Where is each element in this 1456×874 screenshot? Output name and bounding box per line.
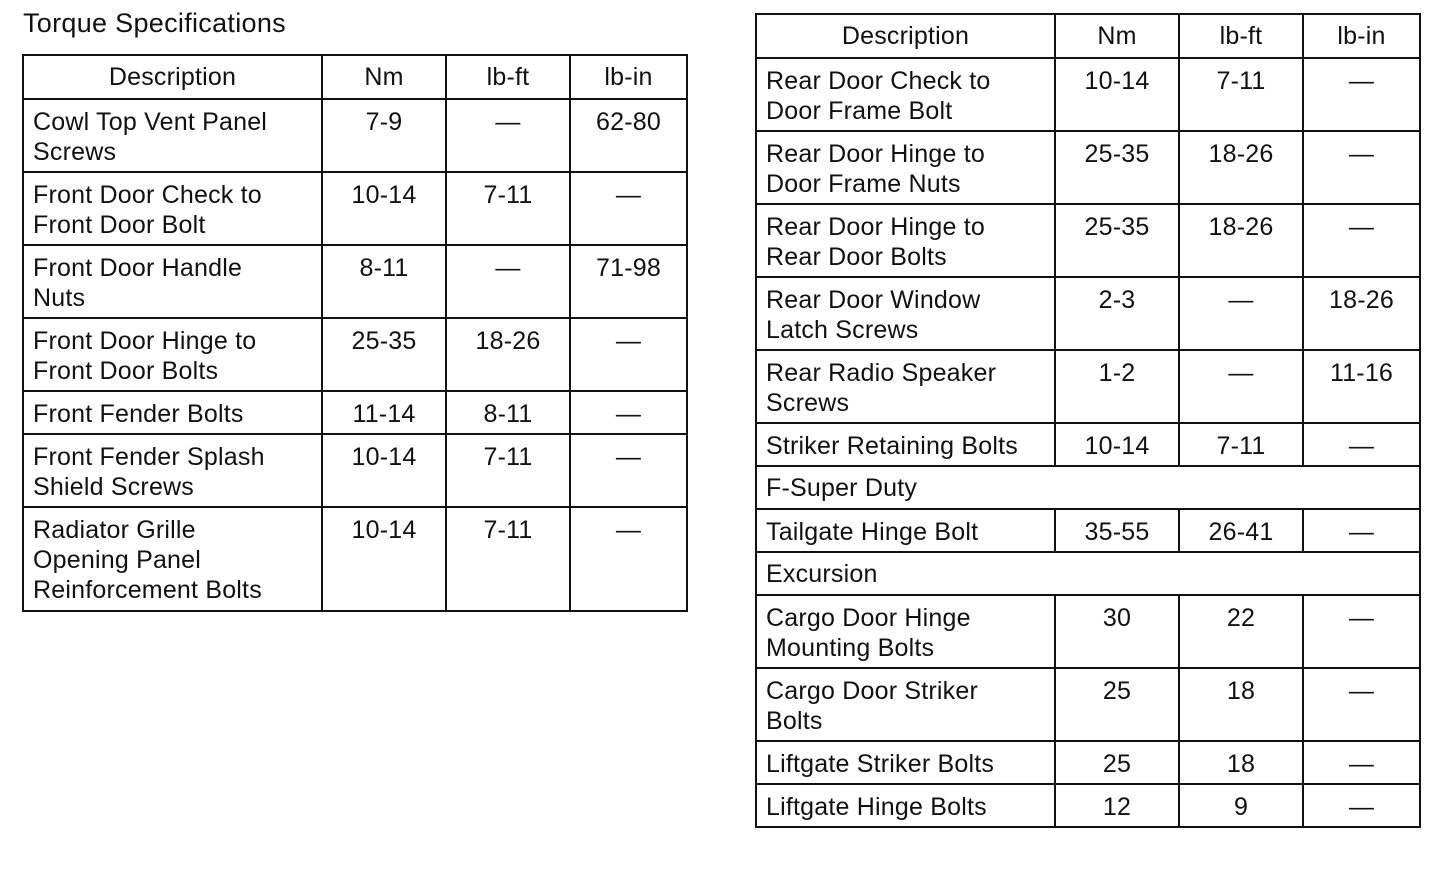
lbin-cell: 62-80 <box>570 99 687 172</box>
column-header-lbin: lb-in <box>570 55 687 99</box>
nm-cell: 2-3 <box>1055 277 1179 350</box>
lbft-cell: 18-26 <box>446 318 570 391</box>
lbft-cell: 7-11 <box>446 172 570 245</box>
nm-cell: 25 <box>1055 741 1179 784</box>
column-header-lbft: lb-ft <box>1179 14 1303 58</box>
description-cell: Liftgate Striker Bolts <box>756 741 1055 784</box>
table-row <box>756 668 1420 741</box>
nm-cell: 25-35 <box>1055 204 1179 277</box>
table-header-row <box>756 14 1420 58</box>
table-row <box>756 350 1420 423</box>
description-cell: Front Door Handle Nuts <box>23 245 322 318</box>
nm-cell: 8-11 <box>322 245 446 318</box>
table-row <box>756 509 1420 552</box>
lbft-cell: 7-11 <box>1179 423 1303 466</box>
column-header-nm: Nm <box>322 55 446 99</box>
nm-cell: 7-9 <box>322 99 446 172</box>
description-cell: Cargo Door Striker Bolts <box>756 668 1055 741</box>
lbft-cell: — <box>1179 350 1303 423</box>
description-cell: Rear Door Window Latch Screws <box>756 277 1055 350</box>
nm-cell: 30 <box>1055 595 1179 668</box>
nm-cell: 10-14 <box>322 434 446 507</box>
lbin-cell: 18-26 <box>1303 277 1420 350</box>
lbft-cell: 7-11 <box>446 507 570 611</box>
description-cell: Radiator Grille Opening Panel Reinforcement Bolts <box>23 507 322 611</box>
nm-cell: 12 <box>1055 784 1179 827</box>
lbft-cell: 18 <box>1179 741 1303 784</box>
lbft-cell: 7-11 <box>446 434 570 507</box>
nm-cell: 10-14 <box>322 507 446 611</box>
lbin-cell: — <box>1303 668 1420 741</box>
nm-cell: 25-35 <box>1055 131 1179 204</box>
lbin-cell: — <box>570 172 687 245</box>
table-row <box>23 172 687 245</box>
table-row <box>756 131 1420 204</box>
table-row <box>756 58 1420 131</box>
nm-cell: 10-14 <box>322 172 446 245</box>
table-header-row <box>23 55 687 99</box>
lbft-cell: 18 <box>1179 668 1303 741</box>
nm-cell: 10-14 <box>1055 58 1179 131</box>
table-row <box>756 595 1420 668</box>
column-header-lbft: lb-ft <box>446 55 570 99</box>
lbin-cell: 11-16 <box>1303 350 1420 423</box>
lbin-cell: — <box>570 318 687 391</box>
section-heading: Excursion <box>756 552 1420 595</box>
column-header-description: Description <box>756 14 1055 58</box>
lbin-cell: 71-98 <box>570 245 687 318</box>
table-row <box>23 391 687 434</box>
lbin-cell: — <box>1303 595 1420 668</box>
table-row <box>756 741 1420 784</box>
description-cell: Striker Retaining Bolts <box>756 423 1055 466</box>
description-cell: Rear Door Hinge to Door Frame Nuts <box>756 131 1055 204</box>
lbft-cell: 7-11 <box>1179 58 1303 131</box>
lbin-cell: — <box>570 507 687 611</box>
nm-cell: 25 <box>1055 668 1179 741</box>
description-cell: Front Fender Splash Shield Screws <box>23 434 322 507</box>
table-row <box>756 204 1420 277</box>
description-cell: Rear Door Hinge to Rear Door Bolts <box>756 204 1055 277</box>
description-cell: Front Fender Bolts <box>23 391 322 434</box>
nm-cell: 11-14 <box>322 391 446 434</box>
table-row <box>23 99 687 172</box>
lbin-cell: — <box>1303 784 1420 827</box>
description-cell: Rear Radio Speaker Screws <box>756 350 1055 423</box>
table-row <box>23 507 687 611</box>
description-cell: Liftgate Hinge Bolts <box>756 784 1055 827</box>
column-header-lbin: lb-in <box>1303 14 1420 58</box>
lbin-cell: — <box>1303 509 1420 552</box>
column-header-nm: Nm <box>1055 14 1179 58</box>
lbft-cell: 26-41 <box>1179 509 1303 552</box>
lbft-cell: — <box>446 245 570 318</box>
table-row <box>756 277 1420 350</box>
page-title: Torque Specifications <box>23 8 286 38</box>
section-heading: F-Super Duty <box>756 466 1420 509</box>
torque-table-left <box>22 54 688 612</box>
lbin-cell: — <box>1303 741 1420 784</box>
lbin-cell: — <box>1303 131 1420 204</box>
description-cell: Rear Door Check to Door Frame Bolt <box>756 58 1055 131</box>
nm-cell: 25-35 <box>322 318 446 391</box>
lbin-cell: — <box>1303 423 1420 466</box>
table-row <box>23 434 687 507</box>
nm-cell: 35-55 <box>1055 509 1179 552</box>
lbft-cell: 9 <box>1179 784 1303 827</box>
table-row <box>23 318 687 391</box>
column-header-description: Description <box>23 55 322 99</box>
description-cell: Front Door Check to Front Door Bolt <box>23 172 322 245</box>
lbft-cell: 18-26 <box>1179 131 1303 204</box>
section-row-f-super-duty <box>756 466 1420 509</box>
lbin-cell: — <box>1303 58 1420 131</box>
lbft-cell: 18-26 <box>1179 204 1303 277</box>
lbin-cell: — <box>1303 204 1420 277</box>
lbft-cell: 8-11 <box>446 391 570 434</box>
nm-cell: 1-2 <box>1055 350 1179 423</box>
section-row-excursion <box>756 552 1420 595</box>
torque-table-right <box>755 13 1421 828</box>
description-cell: Tailgate Hinge Bolt <box>756 509 1055 552</box>
table-row <box>23 245 687 318</box>
table-row <box>756 423 1420 466</box>
description-cell: Cargo Door Hinge Mounting Bolts <box>756 595 1055 668</box>
lbft-cell: — <box>1179 277 1303 350</box>
lbin-cell: — <box>570 391 687 434</box>
lbin-cell: — <box>570 434 687 507</box>
description-cell: Cowl Top Vent Panel Screws <box>23 99 322 172</box>
nm-cell: 10-14 <box>1055 423 1179 466</box>
table-row <box>756 784 1420 827</box>
lbft-cell: — <box>446 99 570 172</box>
lbft-cell: 22 <box>1179 595 1303 668</box>
description-cell: Front Door Hinge to Front Door Bolts <box>23 318 322 391</box>
